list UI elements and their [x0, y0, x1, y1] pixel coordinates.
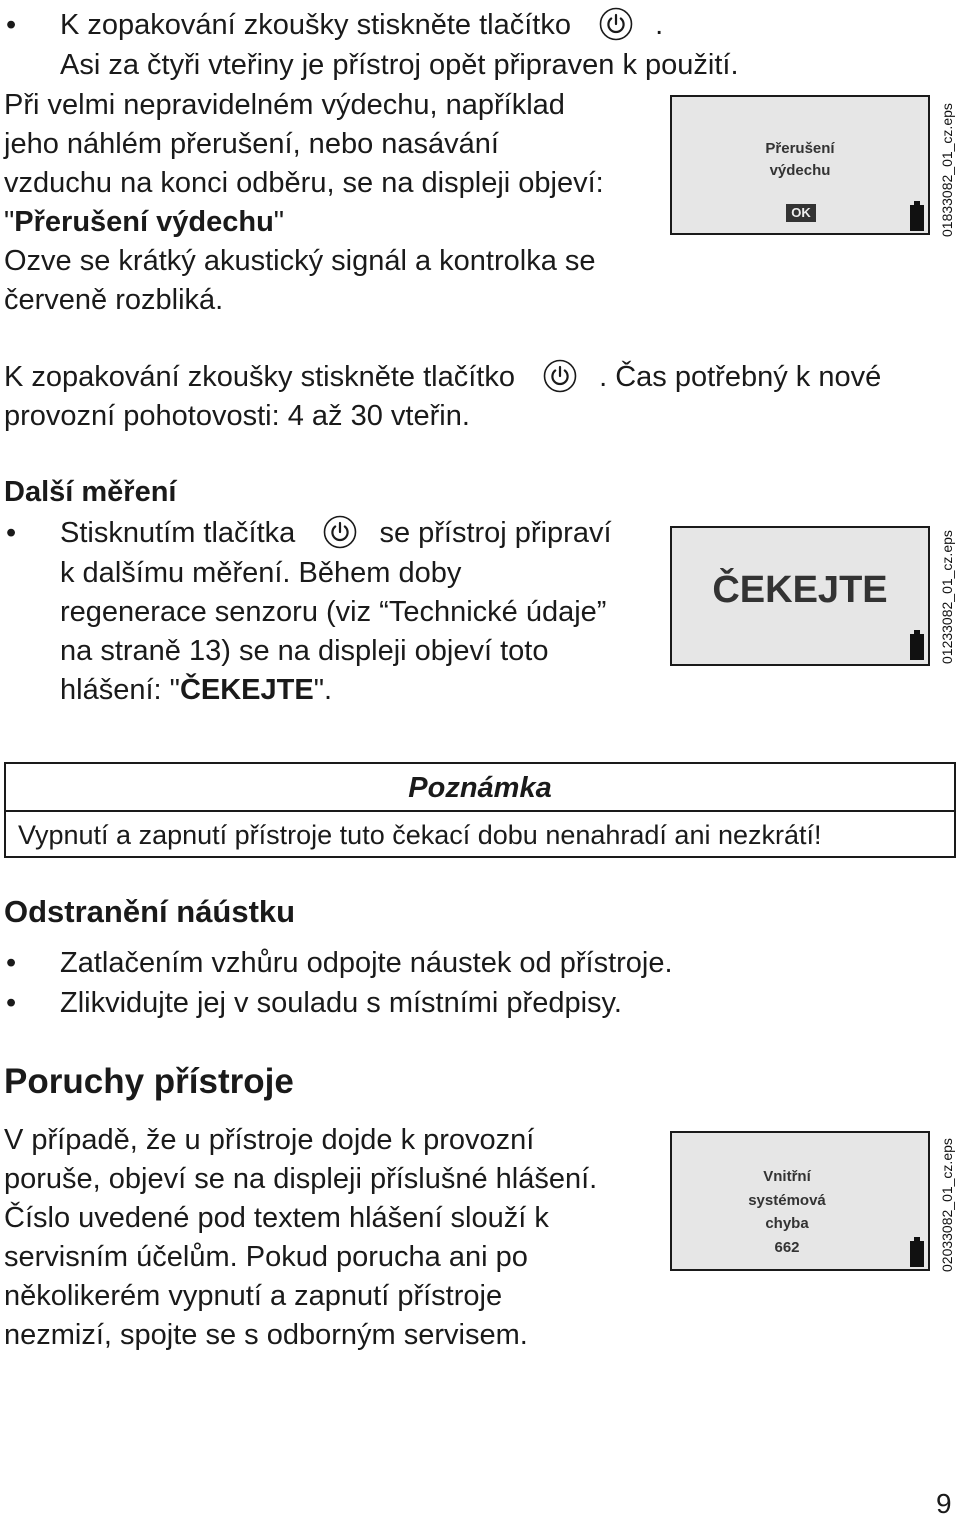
battery-icon	[910, 634, 924, 660]
power-button-icon	[599, 7, 633, 41]
text-segment: ".	[313, 674, 333, 706]
display-text: Přerušení	[765, 140, 835, 157]
bullet-icon: •	[6, 947, 17, 979]
text-segment: "	[4, 206, 15, 238]
bullet-text-line: na straně 13) se na displeji objeví toto	[60, 635, 549, 667]
bullet-icon: •	[6, 987, 17, 1019]
paragraph-line: Ozve se krátký akustický signál a kontrolka se	[4, 245, 596, 277]
paragraph-line: červeně rozbliká.	[4, 284, 224, 316]
display-text: Vnitřní	[763, 1168, 811, 1185]
text-segment: K zopakování zkoušky stiskněte tlačítko	[4, 361, 515, 393]
battery-icon	[910, 205, 924, 231]
display-illustration	[670, 526, 930, 666]
bold-text: ČEKEJTE	[179, 674, 314, 706]
section-heading: Další měření	[4, 476, 177, 508]
display-illustration	[670, 95, 930, 235]
bullet-text	[60, 6, 663, 45]
display-message	[722, 1165, 852, 1259]
paragraph-line: servisním účelům. Pokud porucha ani po	[4, 1241, 528, 1273]
bullet-text	[60, 514, 612, 553]
bullet-text-line: Asi za čtyři vteřiny je přístroj opět připraven k použití.	[60, 49, 739, 81]
bullet-text-line: regenerace senzoru (viz “Technické údaje”	[60, 596, 607, 628]
figure-filename: 01233082_01_cz.eps	[939, 530, 955, 664]
bullet-text: Zlikvidujte jej v souladu s místními předpisy.	[60, 987, 622, 1019]
display-text: chyba	[765, 1215, 809, 1232]
display-illustration	[670, 1131, 930, 1271]
figure-filename: 02033082_01_cz.eps	[939, 1138, 955, 1272]
paragraph-line	[4, 358, 881, 397]
display-text: systémová	[748, 1191, 826, 1209]
text-segment: K zopakování zkoušky stiskněte tlačítko	[60, 9, 571, 41]
power-button-icon	[323, 515, 357, 549]
bold-text: Přerušení výdechu	[14, 206, 274, 238]
paragraph-line: Při velmi nepravidelném výdechu, například	[4, 89, 565, 121]
text-segment: hlášení: "	[60, 674, 180, 706]
note-text: Vypnutí a zapnutí přístroje tuto čekací dobu nenahradí ani nezkrátí!	[18, 820, 822, 850]
text-segment: se přístroj připraví	[379, 517, 612, 549]
display-text: 662	[774, 1238, 800, 1256]
power-button-icon	[543, 359, 577, 393]
display-text: výdechu	[769, 162, 831, 179]
text-segment: . Čas potřebný k nové	[599, 361, 882, 393]
battery-icon	[910, 1241, 924, 1267]
page-number: 9	[936, 1488, 952, 1519]
paragraph-line: poruše, objeví se na displeji příslušné hlášení.	[4, 1163, 598, 1195]
text-segment: "	[273, 206, 285, 238]
paragraph-line: nezmizí, spojte se s odborným servisem.	[4, 1319, 528, 1351]
bullet-text-line: k dalšímu měření. Během doby	[60, 557, 462, 589]
display-ok-label: OK	[786, 204, 816, 222]
section-heading: Poruchy přístroje	[4, 1062, 294, 1101]
paragraph-line: V případě, že u přístroje dojde k provozní	[4, 1124, 535, 1156]
paragraph-line: vzduchu na konci odběru, se na displeji objeví:	[4, 167, 604, 199]
note-title: Poznámka	[408, 772, 552, 804]
bullet-icon: •	[6, 517, 17, 549]
paragraph-line: jeho náhlém přerušení, nebo nasávání	[4, 128, 499, 160]
display-text: ČEKEJTE	[712, 569, 888, 611]
section-heading: Odstranění náústku	[4, 894, 296, 929]
paragraph-line: Číslo uvedené pod textem hlášení slouží k	[4, 1202, 549, 1234]
bullet-text-line	[60, 671, 332, 710]
paragraph-line: provozní pohotovosti: 4 až 30 vteřin.	[4, 400, 470, 432]
text-segment: Stisknutím tlačítka	[60, 517, 296, 549]
note-box	[4, 762, 956, 858]
note-divider	[6, 810, 954, 812]
bullet-text: Zatlačením vzhůru odpojte náustek od přístroje.	[60, 947, 673, 979]
paragraph-line	[4, 203, 284, 242]
bullet-icon: •	[6, 9, 17, 41]
figure-filename: 01833082_01_cz.eps	[939, 103, 955, 237]
text-segment: .	[655, 9, 664, 41]
paragraph-line: několikerém vypnutí a zapnutí přístroje	[4, 1280, 503, 1312]
